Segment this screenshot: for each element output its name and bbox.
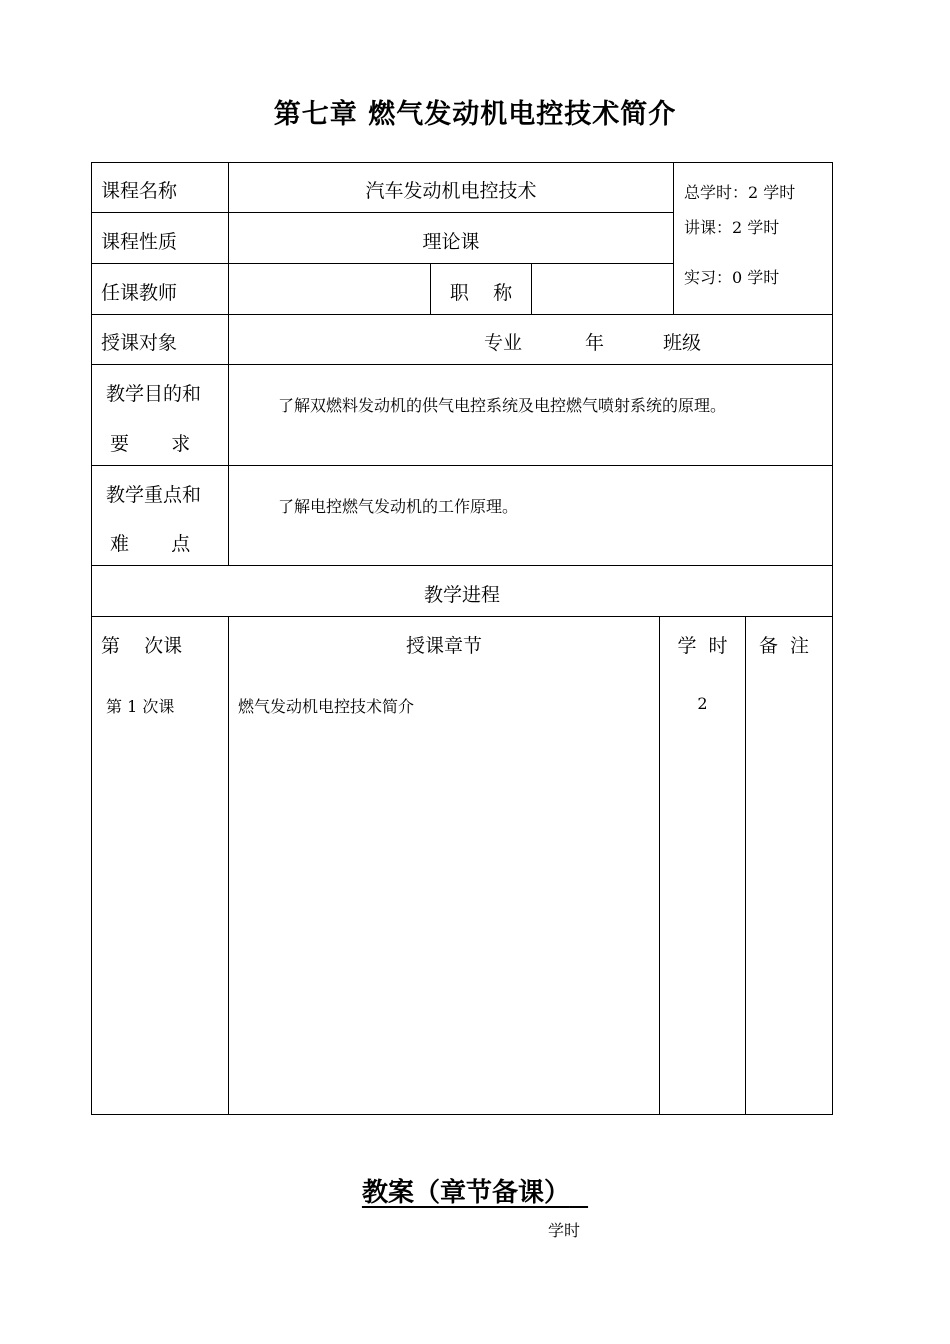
lesson-plan-heading: 教案（章节备课） [361,1178,570,1208]
audience-class: 班级 [663,332,702,354]
title-label: 职 称 [449,282,513,304]
audience-major: 专业 [484,332,523,354]
course-type-label: 课程性质 [101,231,178,253]
col-header-chapter: 授课章节 [405,635,482,657]
keypoints-label-line1: 教学重点和 [106,484,202,506]
course-name-label: 课程名称 [101,180,178,202]
col-header-session: 第 次课 [101,635,183,657]
row-session: 第 1 次课 [106,697,175,716]
page-title: 第七章 燃气发动机电控技术简介 [273,99,677,130]
row-hours: 2 [697,694,708,713]
objective-label-line2: 要 求 [110,433,191,455]
keypoints-text: 了解电控燃气发动机的工作原理。 [278,497,519,516]
audience-label: 授课对象 [101,332,178,354]
hours-label: 学时 [548,1221,581,1240]
course-name-value: 汽车发动机电控技术 [365,180,537,202]
col-header-notes: 备 注 [758,635,810,657]
course-type-value: 理论课 [422,231,480,253]
keypoints-label-line2: 难 点 [110,533,191,555]
objective-text: 了解双燃料发动机的供气电控系统及电控燃气喷射系统的原理。 [278,396,727,415]
hours-practice: 实习：0 学时 [684,268,780,287]
teacher-label: 任课教师 [101,282,178,304]
progress-header: 教学进程 [423,584,500,606]
row-chapter: 燃气发动机电控技术简介 [238,697,415,716]
hours-total: 总学时：2 学时 [684,183,796,202]
audience-year: 年 [585,332,605,354]
col-header-hours: 学 时 [677,635,728,657]
hours-lecture: 讲课：2 学时 [684,218,780,237]
objective-label-line1: 教学目的和 [106,383,202,405]
